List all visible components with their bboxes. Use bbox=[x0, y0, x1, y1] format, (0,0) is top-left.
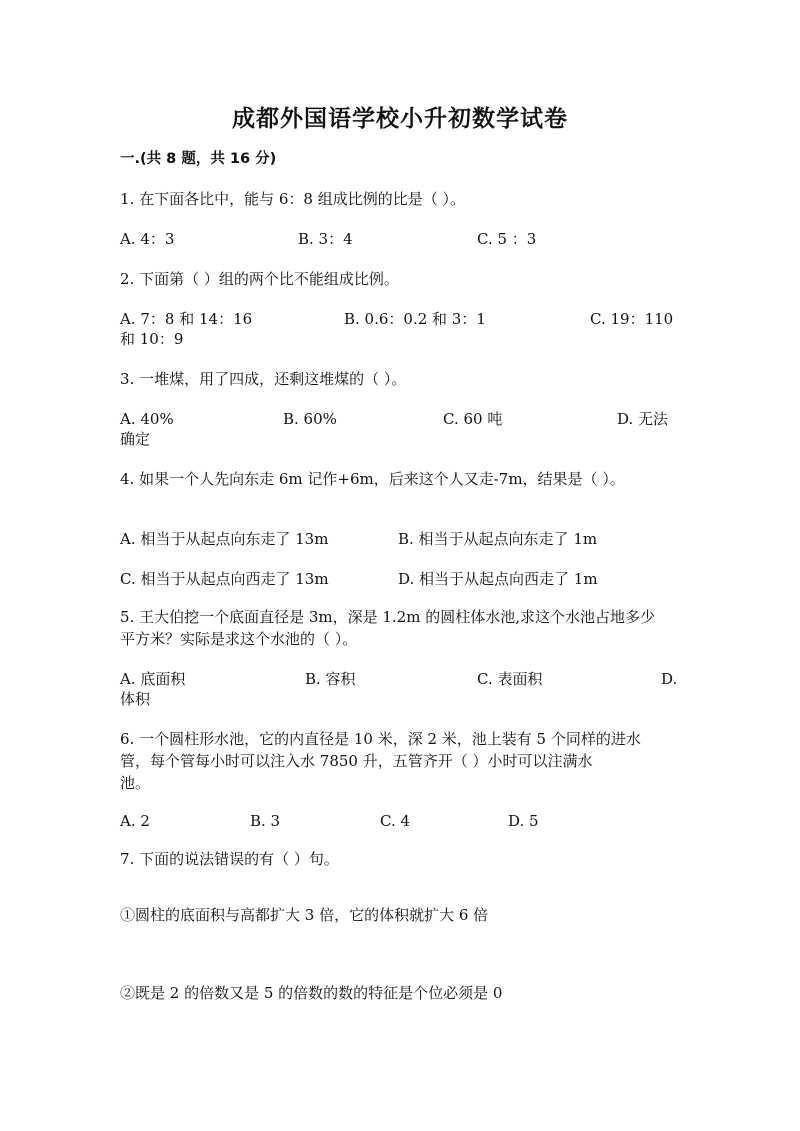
q7-statement-2: ②既是 2 的倍数又是 5 的倍数的数的特征是个位必须是 0 bbox=[120, 984, 503, 1002]
q2-option-b: B. 0.6：0.2 和 3：1 bbox=[344, 310, 486, 328]
q4-option-c: C. 相当于从起点向西走了 13m bbox=[120, 570, 329, 588]
q2-option-c: C. 19：110 bbox=[590, 310, 674, 328]
question-1: 1. 在下面各比中，能与 6：8 组成比例的比是（ ）。 bbox=[120, 190, 465, 208]
section-heading: 一.(共 8 题，共 16 分) bbox=[120, 151, 277, 167]
q6-option-c: C. 4 bbox=[380, 812, 411, 830]
q3-option-d-continued: 确定 bbox=[120, 430, 151, 448]
q5-option-a: A. 底面积 bbox=[120, 670, 186, 688]
q1-option-b: B. 3：4 bbox=[298, 230, 353, 248]
q5-option-c: C. 表面积 bbox=[477, 670, 543, 688]
q4-option-a: A. 相当于从起点向东走了 13m bbox=[120, 530, 329, 548]
q4-option-b: B. 相当于从起点向东走了 1m bbox=[398, 530, 598, 548]
question-3: 3. 一堆煤，用了四成，还剩这堆煤的（ ）。 bbox=[120, 370, 407, 388]
q3-option-b: B. 60% bbox=[283, 410, 337, 428]
q6-option-d: D. 5 bbox=[508, 812, 539, 830]
question-6-line-1: 6. 一个圆柱形水池，它的内直径是 10 米，深 2 米，池上装有 5 个同样的进水 bbox=[120, 730, 641, 748]
q3-option-a: A. 40% bbox=[120, 410, 174, 428]
page-title: 成都外国语学校小升初数学试卷 bbox=[232, 105, 568, 132]
question-4: 4. 如果一个人先向东走 6m 记作+6m，后来这个人又走-7m，结果是（ ）。 bbox=[120, 470, 625, 488]
q3-option-d: D. 无法 bbox=[617, 410, 669, 428]
question-2: 2. 下面第（ ）组的两个比不能组成比例。 bbox=[120, 270, 399, 288]
q2-option-a: A. 7：8 和 14：16 bbox=[120, 310, 253, 328]
q1-option-c: C. 5 ：3 bbox=[477, 230, 537, 248]
q7-statement-1: ①圆柱的底面积与高都扩大 3 倍，它的体积就扩大 6 倍 bbox=[120, 906, 489, 924]
q5-option-d: D. bbox=[661, 670, 678, 688]
q5-option-b: B. 容积 bbox=[305, 670, 356, 688]
q2-option-c-continued: 和 10：9 bbox=[120, 330, 184, 348]
q6-option-b: B. 3 bbox=[250, 812, 281, 830]
q4-option-d: D. 相当于从起点向西走了 1m bbox=[398, 570, 598, 588]
question-6-line-3: 池。 bbox=[120, 774, 151, 792]
q5-option-d-continued: 体积 bbox=[120, 690, 151, 708]
q1-option-a: A. 4：3 bbox=[120, 230, 175, 248]
question-5-line-2: 平方米？实际是求这个水池的（ ）。 bbox=[120, 630, 358, 648]
q3-option-c: C. 60 吨 bbox=[443, 410, 503, 428]
q6-option-a: A. 2 bbox=[120, 812, 150, 830]
question-7: 7. 下面的说法错误的有（ ）句。 bbox=[120, 850, 339, 868]
question-5-line-1: 5. 王大伯挖一个底面直径是 3m，深是 1.2m 的圆柱体水池,求这个水池占地多少 bbox=[120, 608, 656, 626]
question-6-line-2: 管，每个管每小时可以注入水 7850 升，五管齐开（ ）小时可以注满水 bbox=[120, 752, 593, 770]
